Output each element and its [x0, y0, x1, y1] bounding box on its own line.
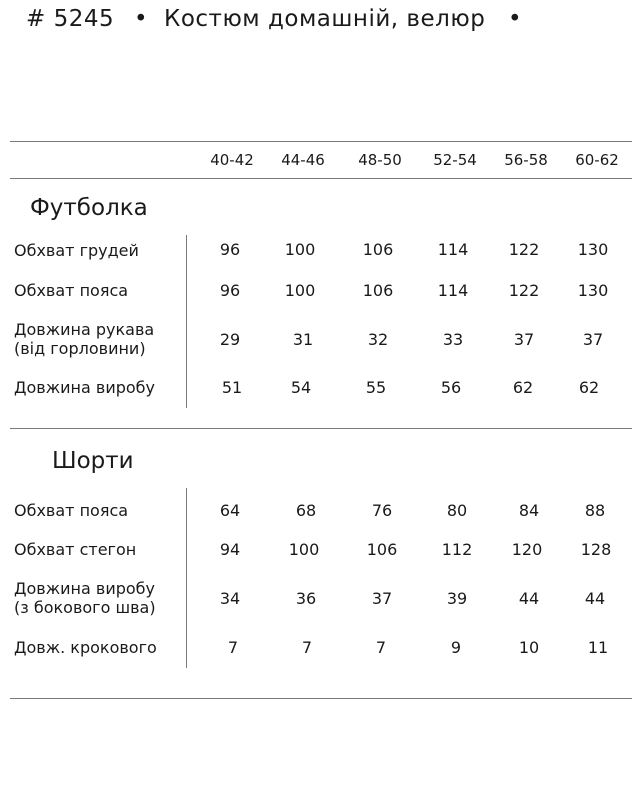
- product-title: Костюм домашній, велюр: [164, 6, 486, 32]
- row-label-note: (з бокового шва): [14, 598, 156, 617]
- section-title-tshirt: Футболка: [30, 195, 148, 221]
- row-label: Обхват пояса: [14, 281, 129, 300]
- table-cell: 96: [219, 240, 241, 259]
- table-cell: 11: [587, 638, 609, 657]
- size-header: 48-50: [358, 151, 402, 169]
- table-cell: 106: [362, 281, 394, 300]
- table-cell: 100: [288, 540, 320, 559]
- table-cell: 7: [375, 638, 387, 657]
- table-cell: 120: [511, 540, 543, 559]
- table-cell: 84: [518, 501, 540, 520]
- table-cell: 10: [518, 638, 540, 657]
- row-label: Довж. крокового: [14, 638, 157, 657]
- divider-middle: [10, 428, 632, 429]
- size-header: 60-62: [575, 151, 619, 169]
- table-cell: 37: [513, 330, 535, 349]
- row-label: Довжина виробу: [14, 378, 155, 397]
- table-cell: 94: [219, 540, 241, 559]
- table-cell: 37: [371, 589, 393, 608]
- table-cell: 64: [219, 501, 241, 520]
- article-number: # 5245: [26, 6, 115, 32]
- size-header: 52-54: [433, 151, 477, 169]
- table-cell: 88: [584, 501, 606, 520]
- table-cell: 122: [508, 281, 540, 300]
- table-cell: 80: [446, 501, 468, 520]
- section-title-shorts: Шорти: [52, 448, 134, 474]
- table-cell: 114: [437, 240, 469, 259]
- divider-header: [10, 178, 632, 179]
- row-label: Обхват стегон: [14, 540, 137, 559]
- table-cell: 112: [441, 540, 473, 559]
- bullet-separator: •: [134, 6, 149, 32]
- table-cell: 106: [362, 240, 394, 259]
- table-cell: 56: [440, 378, 462, 397]
- table-cell: 100: [284, 240, 316, 259]
- table-cell: 55: [365, 378, 387, 397]
- table-cell: 76: [371, 501, 393, 520]
- table-cell: 44: [584, 589, 606, 608]
- table-cell: 62: [512, 378, 534, 397]
- row-label: Обхват пояса: [14, 501, 129, 520]
- table-cell: 31: [292, 330, 314, 349]
- table-cell: 130: [577, 240, 609, 259]
- table-cell: 114: [437, 281, 469, 300]
- table-cell: 106: [366, 540, 398, 559]
- row-label: Обхват грудей: [14, 241, 139, 260]
- table-cell: 7: [301, 638, 313, 657]
- table-cell: 51: [221, 378, 243, 397]
- table-cell: 36: [295, 589, 317, 608]
- table-cell: 7: [227, 638, 239, 657]
- size-header: 56-58: [504, 151, 548, 169]
- table-cell: 32: [367, 330, 389, 349]
- divider-top: [10, 141, 632, 142]
- table-cell: 34: [219, 589, 241, 608]
- row-label: Довжина виробу: [14, 579, 155, 598]
- table-cell: 130: [577, 281, 609, 300]
- table-cell: 100: [284, 281, 316, 300]
- table-cell: 128: [580, 540, 612, 559]
- row-label: Довжина рукава: [14, 320, 155, 339]
- tshirt-column-divider: [186, 235, 187, 408]
- table-cell: 122: [508, 240, 540, 259]
- table-cell: 44: [518, 589, 540, 608]
- bullet-separator: •: [508, 6, 523, 32]
- divider-bottom: [10, 698, 632, 699]
- row-label-note: (від горловини): [14, 339, 146, 358]
- table-cell: 96: [219, 281, 241, 300]
- table-cell: 39: [446, 589, 468, 608]
- table-cell: 62: [578, 378, 600, 397]
- table-cell: 9: [450, 638, 462, 657]
- table-cell: 37: [582, 330, 604, 349]
- shorts-column-divider: [186, 488, 187, 668]
- table-cell: 29: [219, 330, 241, 349]
- table-cell: 54: [290, 378, 312, 397]
- size-header: 44-46: [281, 151, 325, 169]
- size-header: 40-42: [210, 151, 254, 169]
- table-cell: 68: [295, 501, 317, 520]
- table-cell: 33: [442, 330, 464, 349]
